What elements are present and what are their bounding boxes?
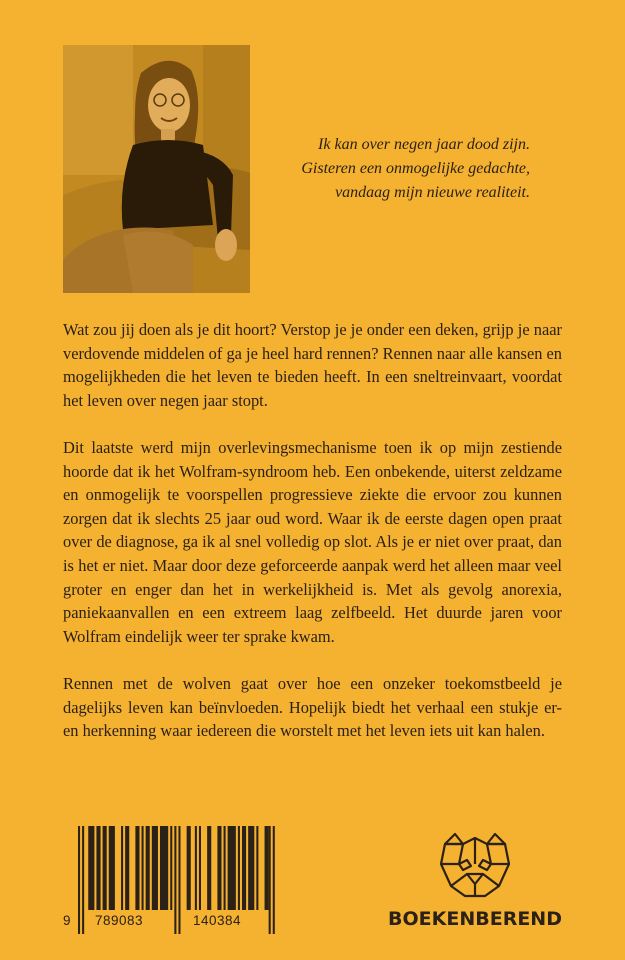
barcode-lead-digit: 9	[63, 913, 71, 928]
barcode-bar	[265, 826, 269, 910]
barcode-bar	[174, 826, 176, 934]
barcode-bar	[142, 826, 144, 910]
barcode-bar	[248, 826, 254, 910]
barcode-bar	[269, 826, 271, 934]
barcode-bar	[78, 826, 80, 934]
publisher-logo	[385, 830, 565, 942]
author-photo-illustration	[63, 45, 250, 293]
barcode-bar	[207, 826, 211, 910]
cover-quote	[290, 133, 530, 205]
barcode-bar	[273, 826, 275, 934]
barcode-bar	[146, 826, 150, 910]
barcode-bar	[82, 826, 84, 934]
barcode-digits-left: 789083	[95, 913, 144, 928]
barcode-bar	[109, 826, 115, 910]
quote-line: vandaag mijn nieuwe realiteit.	[335, 184, 530, 201]
barcode-bar	[228, 826, 236, 910]
barcode-digits-right: 140384	[193, 913, 242, 928]
blurb-paragraph: Wat zou jij doen als je dit hoort? Verstop je je onder een deken, grijp je naar verdovende middelen of ga je heel hard rennen? Rennen naar alle kansen en mogelijkheden die het leven te bieden heeft. In een sneltreinvaart, voordat het leven over negen jaar stopt.	[63, 320, 562, 410]
barcode-bar	[170, 826, 172, 910]
isbn-barcode	[63, 826, 301, 938]
barcode-bar	[187, 826, 191, 910]
quote-line: Gisteren een onmogelijke gedachte,	[301, 160, 530, 177]
author-photo	[63, 45, 250, 293]
barcode-bar	[121, 826, 123, 910]
barcode-bar	[103, 826, 107, 910]
blurb-paragraph: Dit laatste werd mijn overlevingsmechanisme toen ik op mijn zestiende hoorde dat ik het Wolfram-syndroom heb. Een onbekende, uiterst zeldzame en onmogelijk te voorspellen progressieve ziekte die ervoor zou kunnen zorgen dat ik slechts 25 jaar oud word. Waar ik de eerste dagen open praat over de diagnose, ga ik al snel volledig op slot. Als je er niet over praat, dan is het er niet. Maar door deze geforceerde aanpak werd het alleen maar veel groter en enger dan het in werkelijkheid is. Met als gevolg anorexia, paniekaanvallen en een extreem laag zelfbeeld. Het duurde jaren voor Wolfram eindelijk weer ter sprake kwam.	[63, 437, 562, 646]
barcode-bar	[238, 826, 240, 910]
barcode-bar	[135, 826, 139, 910]
barcode-bar	[256, 826, 258, 910]
barcode-bar	[224, 826, 226, 910]
quote-line: Ik kan over negen jaar dood zijn.	[318, 136, 530, 153]
barcode-bar	[178, 826, 180, 934]
barcode-bar	[88, 826, 94, 910]
barcode-bar	[96, 826, 100, 910]
barcode-bar	[242, 826, 246, 910]
barcode-bar	[152, 826, 158, 910]
barcode-bar	[195, 826, 197, 910]
barcode-bar	[160, 826, 168, 910]
blurb-paragraph: Rennen met de wolven gaat over hoe een onzeker toekomstbeeld je dagelijks leven kan beïnvloeden. Hopelijk biedt het verhaal een stukje er- en herkenning waar iedereen die worstelt met het leven iets uit kan halen.	[63, 673, 562, 741]
publisher-name: BOEKENBEREND	[388, 908, 562, 930]
barcode-bar	[199, 826, 201, 910]
barcode-bar	[217, 826, 221, 910]
barcode-bar	[125, 826, 129, 910]
bear-head-icon	[437, 830, 513, 900]
blurb	[63, 318, 562, 766]
